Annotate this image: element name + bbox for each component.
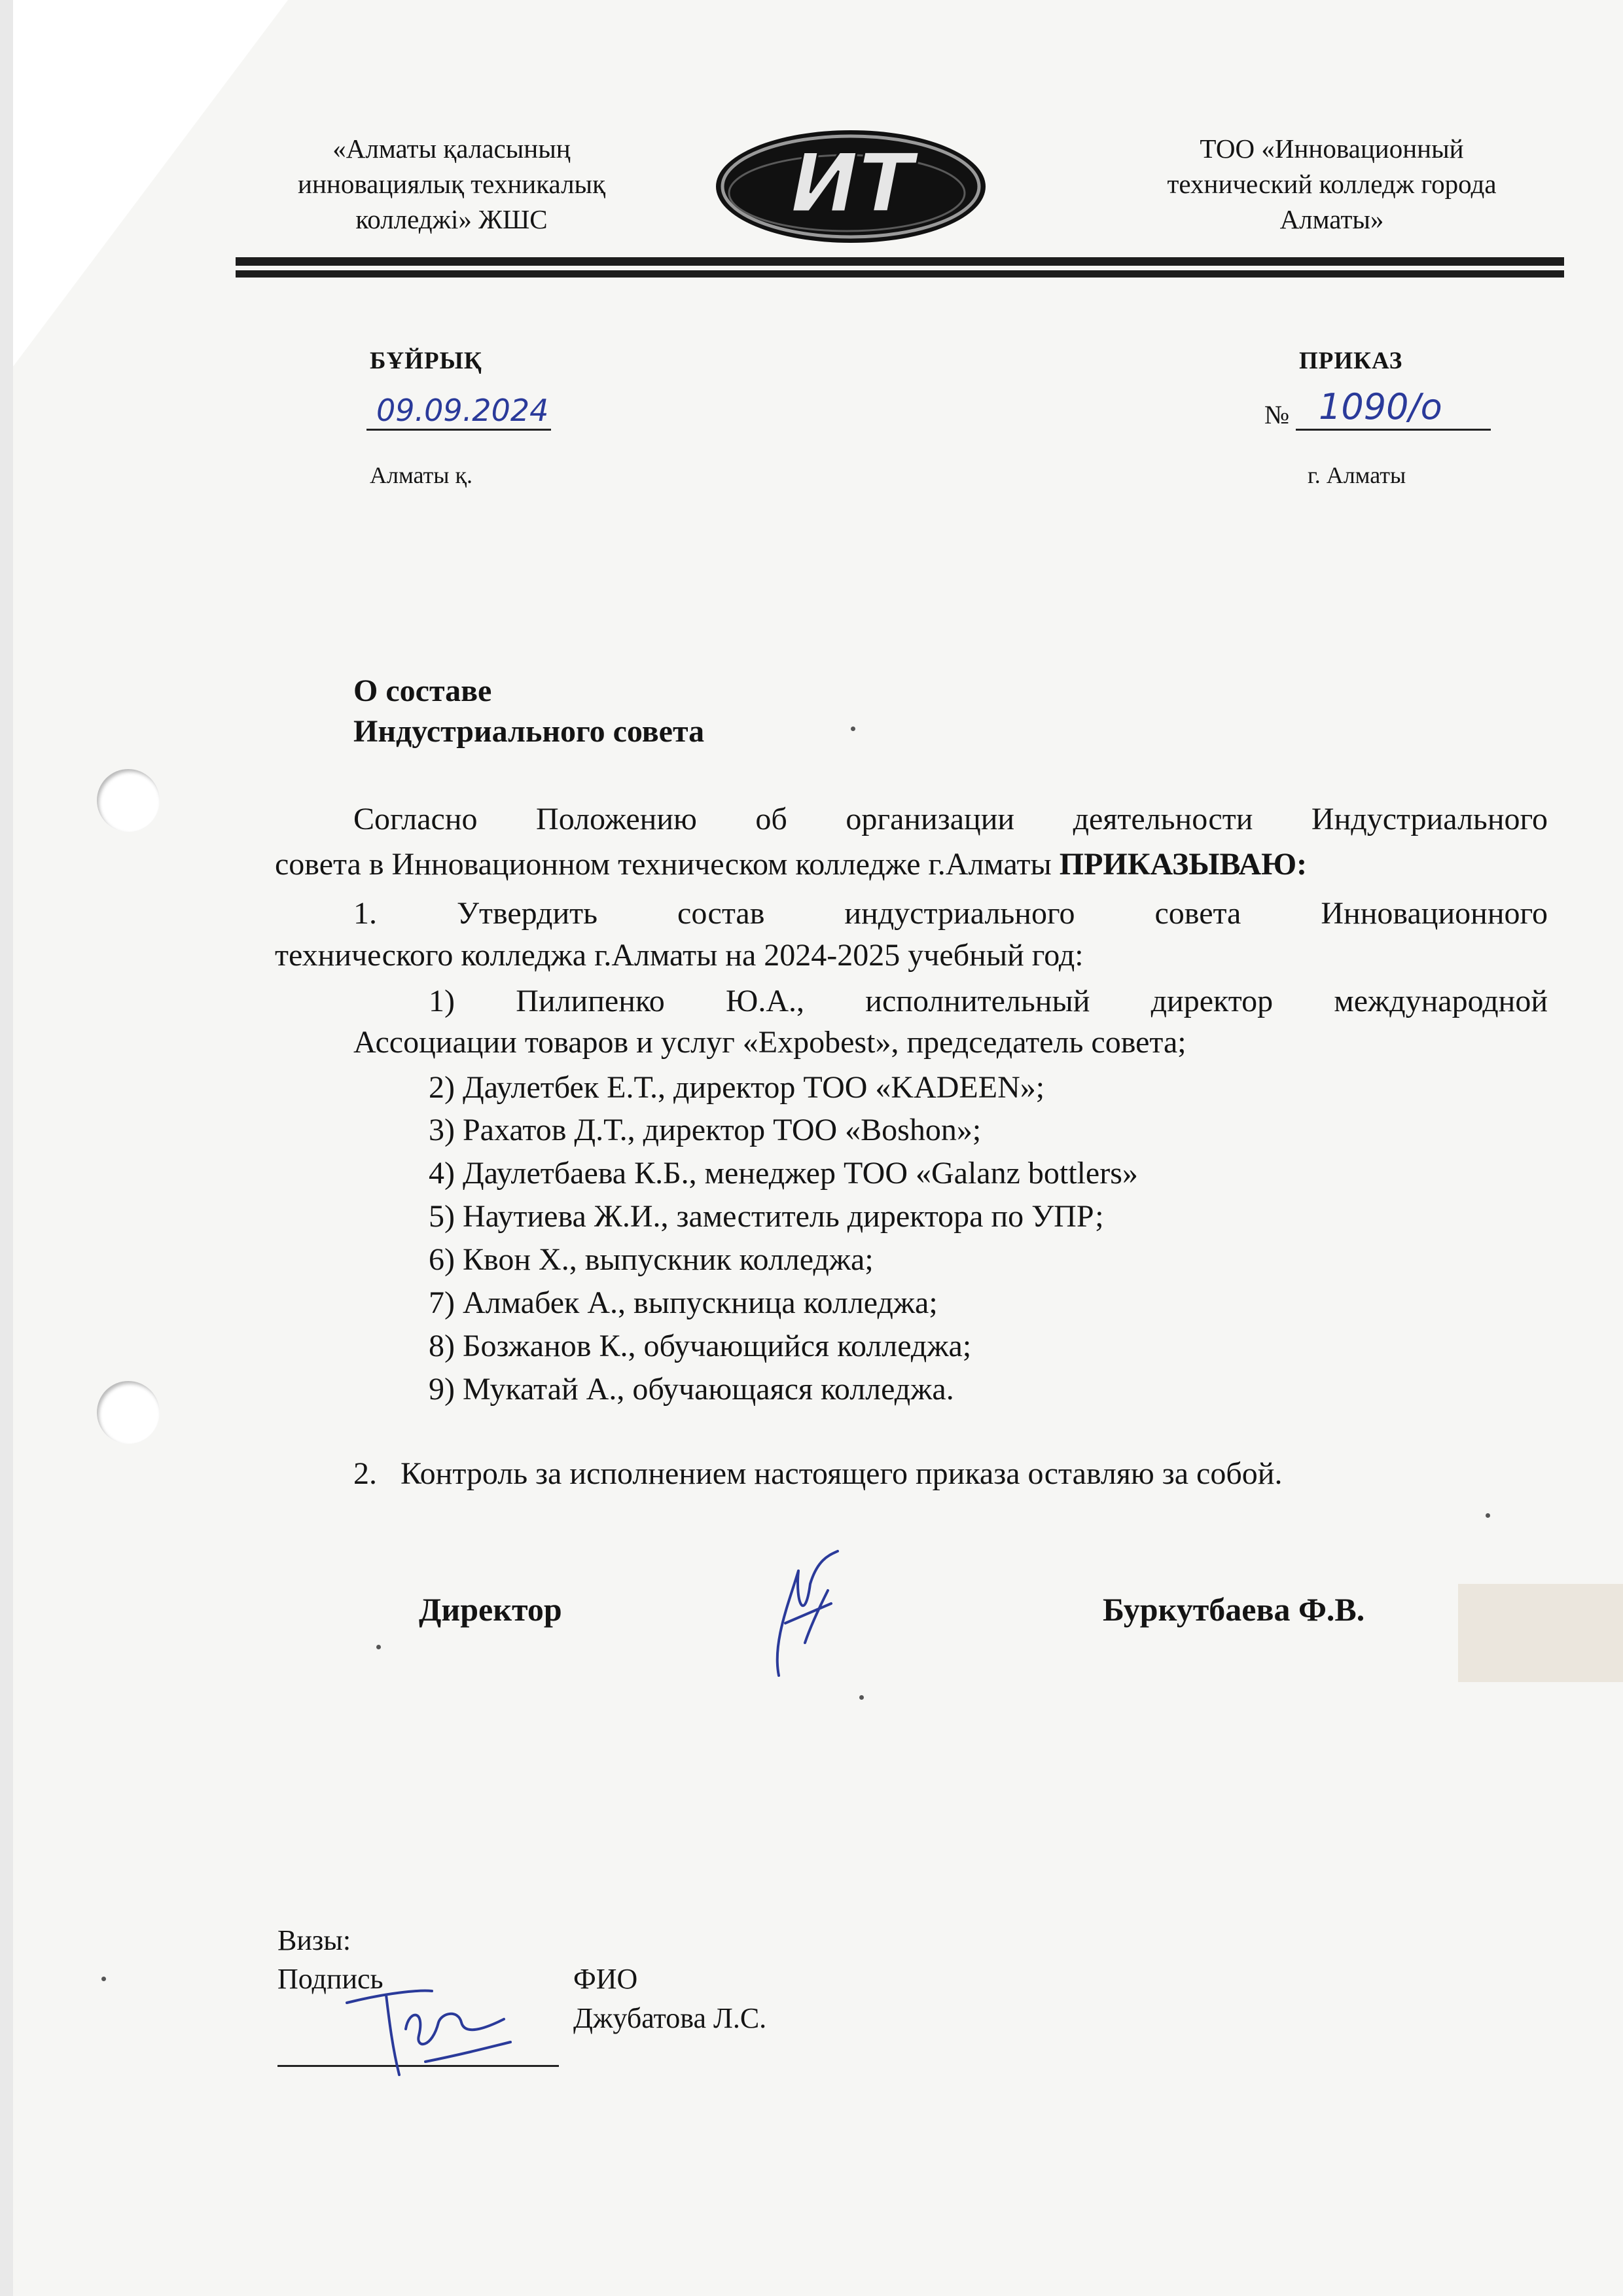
speck xyxy=(376,1645,381,1649)
visa-fio-label: ФИО xyxy=(573,1963,638,1995)
visa-sign-label: Подпись xyxy=(277,1963,383,1995)
header-rule-thick xyxy=(236,257,1564,266)
member-1-line-2: Ассоциации товаров и услуг «Expobest», председатель совета; xyxy=(353,1025,1186,1060)
member-2: 2) Даулетбек Е.Т., директор ТОО «KADEEN»; xyxy=(429,1070,1045,1105)
speck xyxy=(851,726,855,731)
order-kind-kz: БҰЙРЫҚ xyxy=(370,348,482,374)
member-5: 5) Наутиева Ж.И., заместитель директора по УПР; xyxy=(429,1199,1104,1234)
member-9: 9) Мукатай А., обучающаяся колледжа. xyxy=(429,1372,954,1407)
preamble-line-2: совета в Инновационном техническом колледже г.Алматы ПРИКАЗЫВАЮ: xyxy=(275,847,1308,882)
member-6: 6) Квон Х., выпускник колледжа; xyxy=(429,1242,874,1277)
member-1-line-1: 1) Пилипенко Ю.А., исполнительный директор международной xyxy=(429,984,1548,1018)
order-date: 09.09.2024 xyxy=(376,393,549,428)
number-underline xyxy=(1296,429,1491,431)
speck xyxy=(859,1695,864,1700)
city-kz: Алматы қ. xyxy=(370,462,473,488)
paper-patch xyxy=(1458,1584,1623,1682)
speck xyxy=(1486,1513,1490,1518)
city-ru: г. Алматы xyxy=(1308,462,1406,488)
point1-line-1: 1. Утвердить состав индустриального совета Инновационного xyxy=(353,896,1548,931)
visa-fio-value: Джубатова Л.С. xyxy=(573,2002,767,2034)
director-signature xyxy=(733,1545,851,1689)
speck xyxy=(101,1977,106,1981)
point2: 2. Контроль за исполнением настоящего приказа оставляю за собой. xyxy=(353,1456,1283,1491)
member-4: 4) Даулетбаева К.Б., менеджер ТОО «Galanz bottlers» xyxy=(429,1156,1138,1191)
member-3: 3) Рахатов Д.Т., директор ТОО «Boshon»; xyxy=(429,1113,982,1147)
order-command: ПРИКАЗЫВАЮ: xyxy=(1059,847,1308,882)
member-7: 7) Алмабек А., выпускница колледжа; xyxy=(429,1285,938,1320)
member-8: 8) Бозжанов К., обучающийся колледжа; xyxy=(429,1329,972,1363)
punch-hole-top xyxy=(97,769,160,832)
order-number: 1090/o xyxy=(1319,386,1442,427)
preamble-line-1: Согласно Положению об организации деятельности Индустриального xyxy=(353,802,1548,836)
point1-line-2: технического колледжа г.Алматы на 2024-2025 учебный год: xyxy=(275,938,1084,973)
signatory-role: Директор xyxy=(419,1591,562,1628)
order-kind-ru: ПРИКАЗ xyxy=(1299,348,1403,374)
order-title: О составе Индустриального совета xyxy=(353,673,705,749)
visas-label: Визы: xyxy=(277,1924,351,1956)
punch-hole-bottom xyxy=(97,1381,160,1444)
number-sign: № xyxy=(1264,400,1290,429)
header-left: «Алматы қаласының инновациялық техникалық колледжі» ЖШС xyxy=(298,134,605,234)
date-underline xyxy=(366,429,551,431)
document-page xyxy=(13,0,1623,2296)
folded-corner xyxy=(13,0,288,367)
college-logo xyxy=(707,121,995,252)
visa-signature xyxy=(327,1957,524,2088)
signatory-name: Буркутбаева Ф.В. xyxy=(1103,1591,1365,1628)
header-right: ТОО «Инновационный технический колледж города Алматы» xyxy=(1167,134,1497,234)
header-rule-thin xyxy=(236,270,1564,278)
logo-text: ИТ xyxy=(790,137,914,231)
